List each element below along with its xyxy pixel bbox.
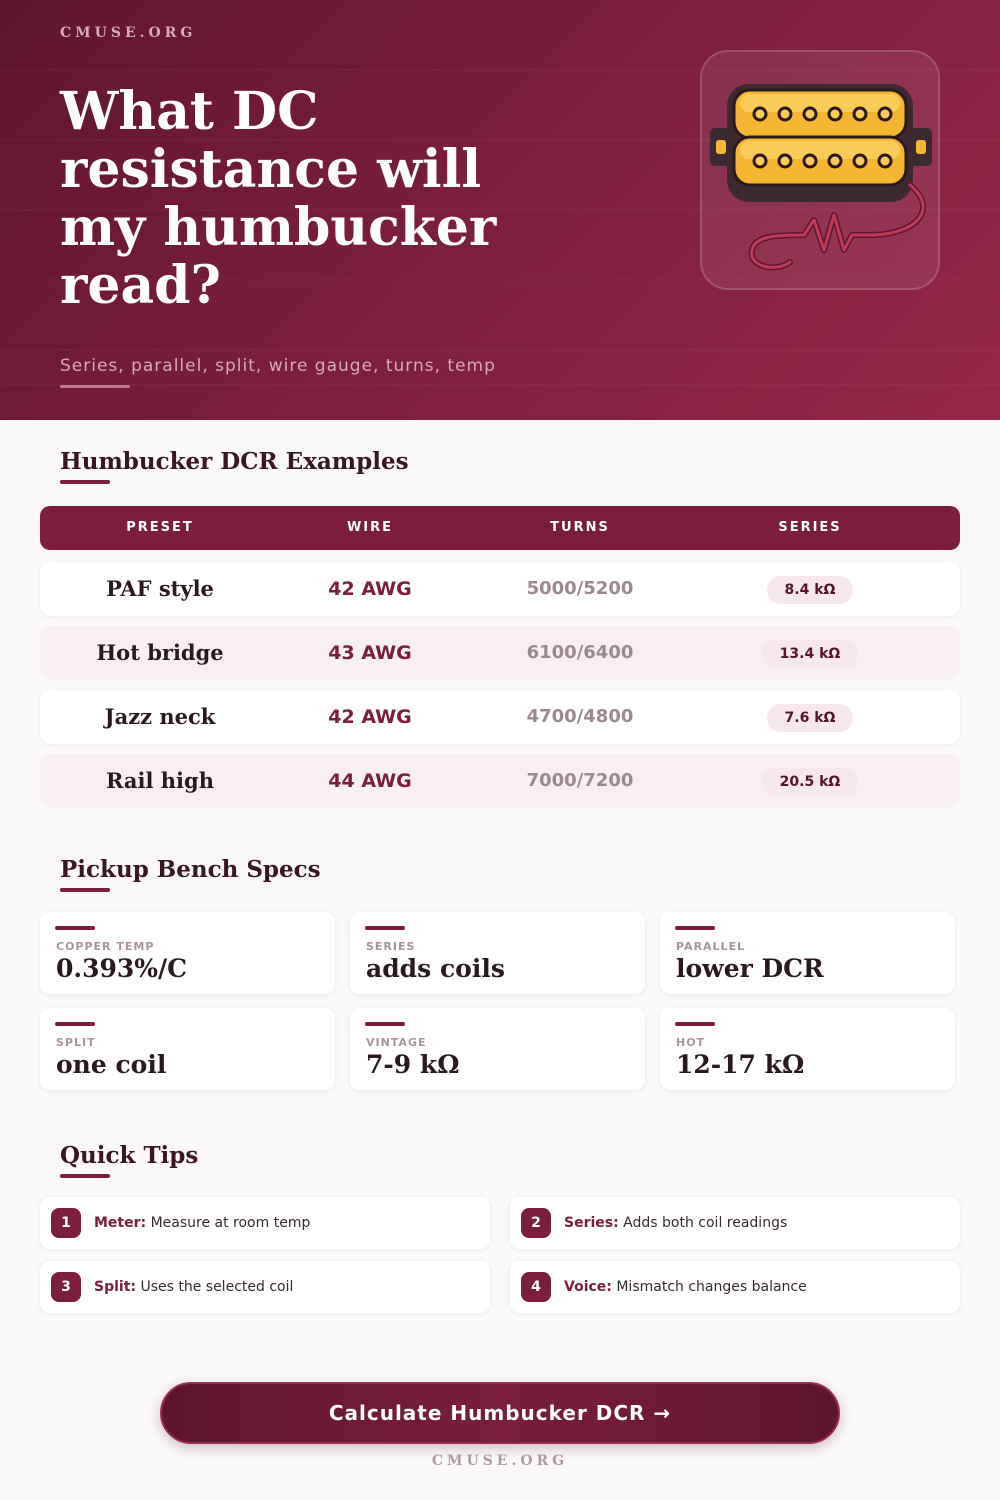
spec-card [40, 912, 335, 994]
table-row[interactable] [40, 562, 960, 616]
table-row[interactable] [40, 690, 960, 744]
tip-text [94, 1197, 310, 1249]
spec-value: lower DCR [676, 954, 824, 983]
specs-heading-underline [60, 888, 110, 892]
subtitle-underline [60, 385, 130, 388]
brand-logo-top[interactable]: CMUSE.ORG [60, 25, 197, 41]
wire-cell: 44 AWG [328, 770, 412, 792]
tip-text [564, 1261, 807, 1313]
turns-cell: 5000/5200 [526, 578, 634, 599]
tip-number-badge: 3 [51, 1272, 81, 1302]
tip-description: Adds both coil readings [623, 1215, 788, 1231]
spec-value: one coil [56, 1050, 167, 1079]
tip-card [510, 1197, 960, 1249]
tip-keyword: Voice: [564, 1279, 612, 1295]
spec-label: VINTAGE [366, 1036, 427, 1049]
page-title: What DC resistance will my humbucker read? [60, 81, 497, 316]
tip-number-badge: 1 [51, 1208, 81, 1238]
series-dcr-badge: 13.4 kΩ [762, 640, 859, 668]
wire-cell: 42 AWG [328, 578, 412, 600]
table-row[interactable] [40, 626, 960, 680]
spec-card [660, 1008, 955, 1090]
series-dcr-badge: 7.6 kΩ [767, 704, 854, 732]
tip-keyword: Meter: [94, 1215, 147, 1231]
preset-cell: Hot bridge [96, 640, 224, 665]
calculate-dcr-button[interactable]: Calculate Humbucker DCR → [160, 1382, 840, 1444]
tips-heading-underline [60, 1174, 110, 1178]
tip-card [510, 1261, 960, 1313]
spec-label: COPPER TEMP [56, 940, 155, 953]
column-header-preset: PRESET [126, 520, 194, 535]
spec-accent-bar [55, 1022, 95, 1026]
series-dcr-badge: 20.5 kΩ [762, 768, 859, 796]
preset-cell: Rail high [105, 768, 214, 793]
spec-value: 12-17 kΩ [676, 1050, 805, 1079]
humbucker-pickup-icon [700, 50, 940, 290]
turns-cell: 6100/6400 [526, 642, 634, 663]
tip-number-badge: 2 [521, 1208, 551, 1238]
spec-accent-bar [675, 926, 715, 930]
table-row[interactable] [40, 754, 960, 808]
tip-text [94, 1261, 293, 1313]
spec-label: PARALLEL [676, 940, 746, 953]
tip-keyword: Series: [564, 1215, 619, 1231]
hero-banner [0, 0, 1000, 420]
preset-cell: PAF style [106, 576, 214, 601]
wire-cell: 43 AWG [328, 642, 412, 664]
table-heading-underline [60, 480, 110, 484]
spec-value: 7-9 kΩ [366, 1050, 460, 1079]
spec-label: HOT [676, 1036, 706, 1049]
tip-description: Uses the selected coil [140, 1279, 294, 1295]
spec-card [350, 1008, 645, 1090]
tip-keyword: Split: [94, 1279, 136, 1295]
series-dcr-badge: 8.4 kΩ [767, 576, 854, 604]
specs-heading: Pickup Bench Specs [60, 856, 321, 883]
spec-label: SERIES [366, 940, 416, 953]
spec-card [350, 912, 645, 994]
hero-subtitle: Series, parallel, split, wire gauge, turns, temp [60, 356, 496, 376]
tip-description: Measure at room temp [150, 1215, 311, 1231]
spec-accent-bar [365, 926, 405, 930]
column-header-turns: TURNS [550, 520, 610, 535]
tip-card [40, 1261, 490, 1313]
spec-accent-bar [675, 1022, 715, 1026]
spec-value: 0.393%/C [56, 954, 188, 983]
spec-accent-bar [365, 1022, 405, 1026]
tips-heading: Quick Tips [60, 1142, 199, 1169]
table-header [40, 506, 960, 550]
wire-cell: 42 AWG [328, 706, 412, 728]
spec-label: SPLIT [56, 1036, 96, 1049]
spec-accent-bar [55, 926, 95, 930]
column-header-wire: WIRE [346, 520, 394, 535]
spec-value: adds coils [366, 954, 505, 983]
spec-card [660, 912, 955, 994]
preset-cell: Jazz neck [104, 704, 216, 729]
tip-description: Mismatch changes balance [616, 1279, 807, 1295]
spec-card [40, 1008, 335, 1090]
column-header-series: SERIES [778, 520, 842, 535]
turns-cell: 4700/4800 [526, 706, 634, 727]
tip-text [564, 1197, 787, 1249]
turns-cell: 7000/7200 [526, 770, 634, 791]
pickup-illustration-card [700, 50, 940, 290]
brand-logo-bottom[interactable]: CMUSE.ORG [431, 1453, 569, 1469]
table-heading: Humbucker DCR Examples [60, 448, 409, 475]
tip-number-badge: 4 [521, 1272, 551, 1302]
tip-card [40, 1197, 490, 1249]
